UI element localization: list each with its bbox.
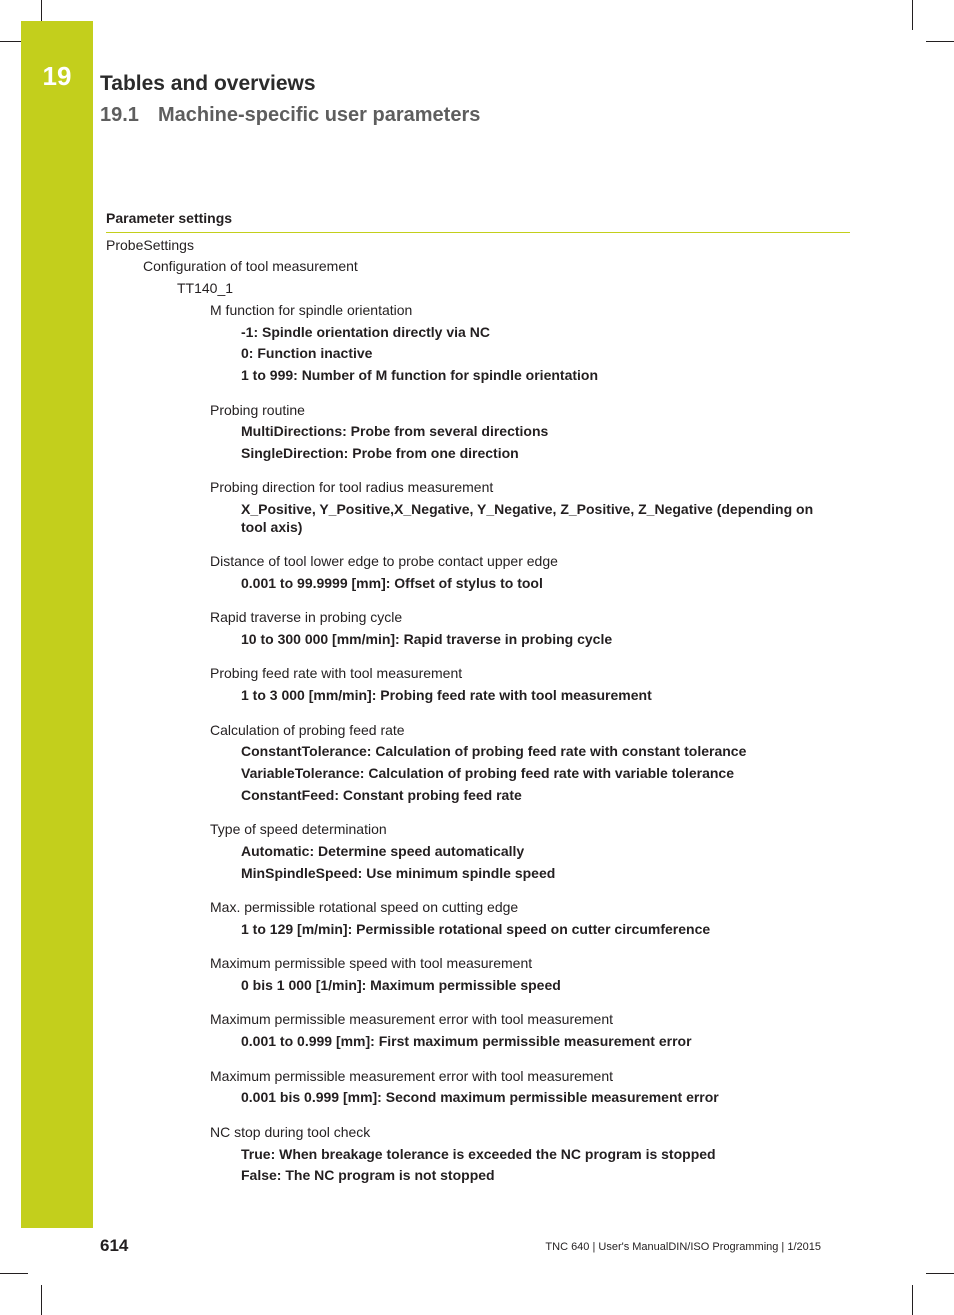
- param-value: 0 bis 1 000 [1/min]: Maximum permissible speed: [241, 977, 561, 993]
- chapter-title: Tables and overviews: [100, 72, 316, 95]
- param-root: ProbeSettings: [106, 237, 194, 253]
- page-number: 614: [100, 1236, 129, 1255]
- param-label: Probing direction for tool radius measurement: [210, 479, 494, 495]
- param-value: X_Positive, Y_Positive,X_Negative, Y_Negative, Z_Positive, Z_Negative (depending on tool axis): [241, 501, 814, 535]
- param-group: Configuration of tool measurement: [143, 258, 358, 274]
- param-value: 0.001 to 99.9999 [mm]: Offset of stylus to tool: [241, 575, 543, 591]
- param-label: Maximum permissible measurement error with tool measurement: [210, 1068, 614, 1084]
- param-value: SingleDirection: Probe from one direction: [241, 445, 519, 461]
- param-value: 1 to 3 000 [mm/min]: Probing feed rate with tool measurement: [241, 687, 652, 703]
- param-label: Max. permissible rotational speed on cutting edge: [210, 899, 519, 915]
- param-value: VariableTolerance: Calculation of probing feed rate with variable tolerance: [241, 765, 734, 781]
- param-value: 0.001 bis 0.999 [mm]: Second maximum permissible measurement error: [241, 1089, 719, 1105]
- chapter-number: 19: [42, 61, 72, 91]
- footer-doc-info: TNC 640 | User's ManualDIN/ISO Programming | 1/2015: [545, 1241, 821, 1253]
- param-label: Maximum permissible measurement error with tool measurement: [210, 1011, 614, 1027]
- section-title-text: Machine-specific user parameters: [158, 104, 481, 126]
- crop-mark: [0, 41, 21, 42]
- parameter-settings-heading: Parameter settings: [106, 210, 233, 226]
- crop-mark: [912, 1285, 913, 1315]
- param-label: Calculation of probing feed rate: [210, 722, 405, 738]
- param-probe: TT140_1: [177, 280, 234, 296]
- param-value: True: When breakage tolerance is exceeded the NC program is stopped: [241, 1146, 716, 1162]
- param-value: Automatic: Determine speed automatically: [241, 843, 525, 859]
- param-value: MultiDirections: Probe from several directions: [241, 423, 549, 439]
- param-value: 0.001 to 0.999 [mm]: First maximum permissible measurement error: [241, 1033, 692, 1049]
- param-value: 10 to 300 000 [mm/min]: Rapid traverse in probing cycle: [241, 631, 613, 647]
- crop-mark: [0, 1273, 28, 1274]
- param-label: M function for spindle orientation: [210, 302, 413, 318]
- param-label: Rapid traverse in probing cycle: [210, 609, 403, 625]
- param-value: MinSpindleSpeed: Use minimum spindle speed: [241, 865, 556, 881]
- param-label: Maximum permissible speed with tool measurement: [210, 955, 533, 971]
- param-value: 1 to 999: Number of M function for spindle orientation: [241, 367, 599, 383]
- crop-mark: [41, 1285, 42, 1315]
- crop-mark: [41, 0, 42, 21]
- param-label: Probing routine: [210, 402, 305, 418]
- crop-mark: [926, 1273, 954, 1274]
- section-title: [100, 104, 480, 127]
- param-value: ConstantFeed: Constant probing feed rate: [241, 787, 522, 803]
- param-value: 1 to 129 [m/min]: Permissible rotational speed on cutter circumference: [241, 921, 711, 937]
- param-label: Distance of tool lower edge to probe contact upper edge: [210, 553, 558, 569]
- param-label: Probing feed rate with tool measurement: [210, 665, 463, 681]
- section-number: 19.1: [100, 104, 139, 126]
- crop-mark: [912, 0, 913, 30]
- param-value: ConstantTolerance: Calculation of probing feed rate with constant tolerance: [241, 743, 747, 759]
- param-label: NC stop during tool check: [210, 1124, 371, 1140]
- param-value: -1: Spindle orientation directly via NC: [241, 324, 490, 340]
- chapter-sidebar: [21, 21, 93, 1228]
- heading-divider: [106, 232, 850, 233]
- crop-mark: [926, 41, 954, 42]
- param-value: 0: Function inactive: [241, 345, 373, 361]
- param-value: False: The NC program is not stopped: [241, 1167, 495, 1183]
- param-label: Type of speed determination: [210, 821, 387, 837]
